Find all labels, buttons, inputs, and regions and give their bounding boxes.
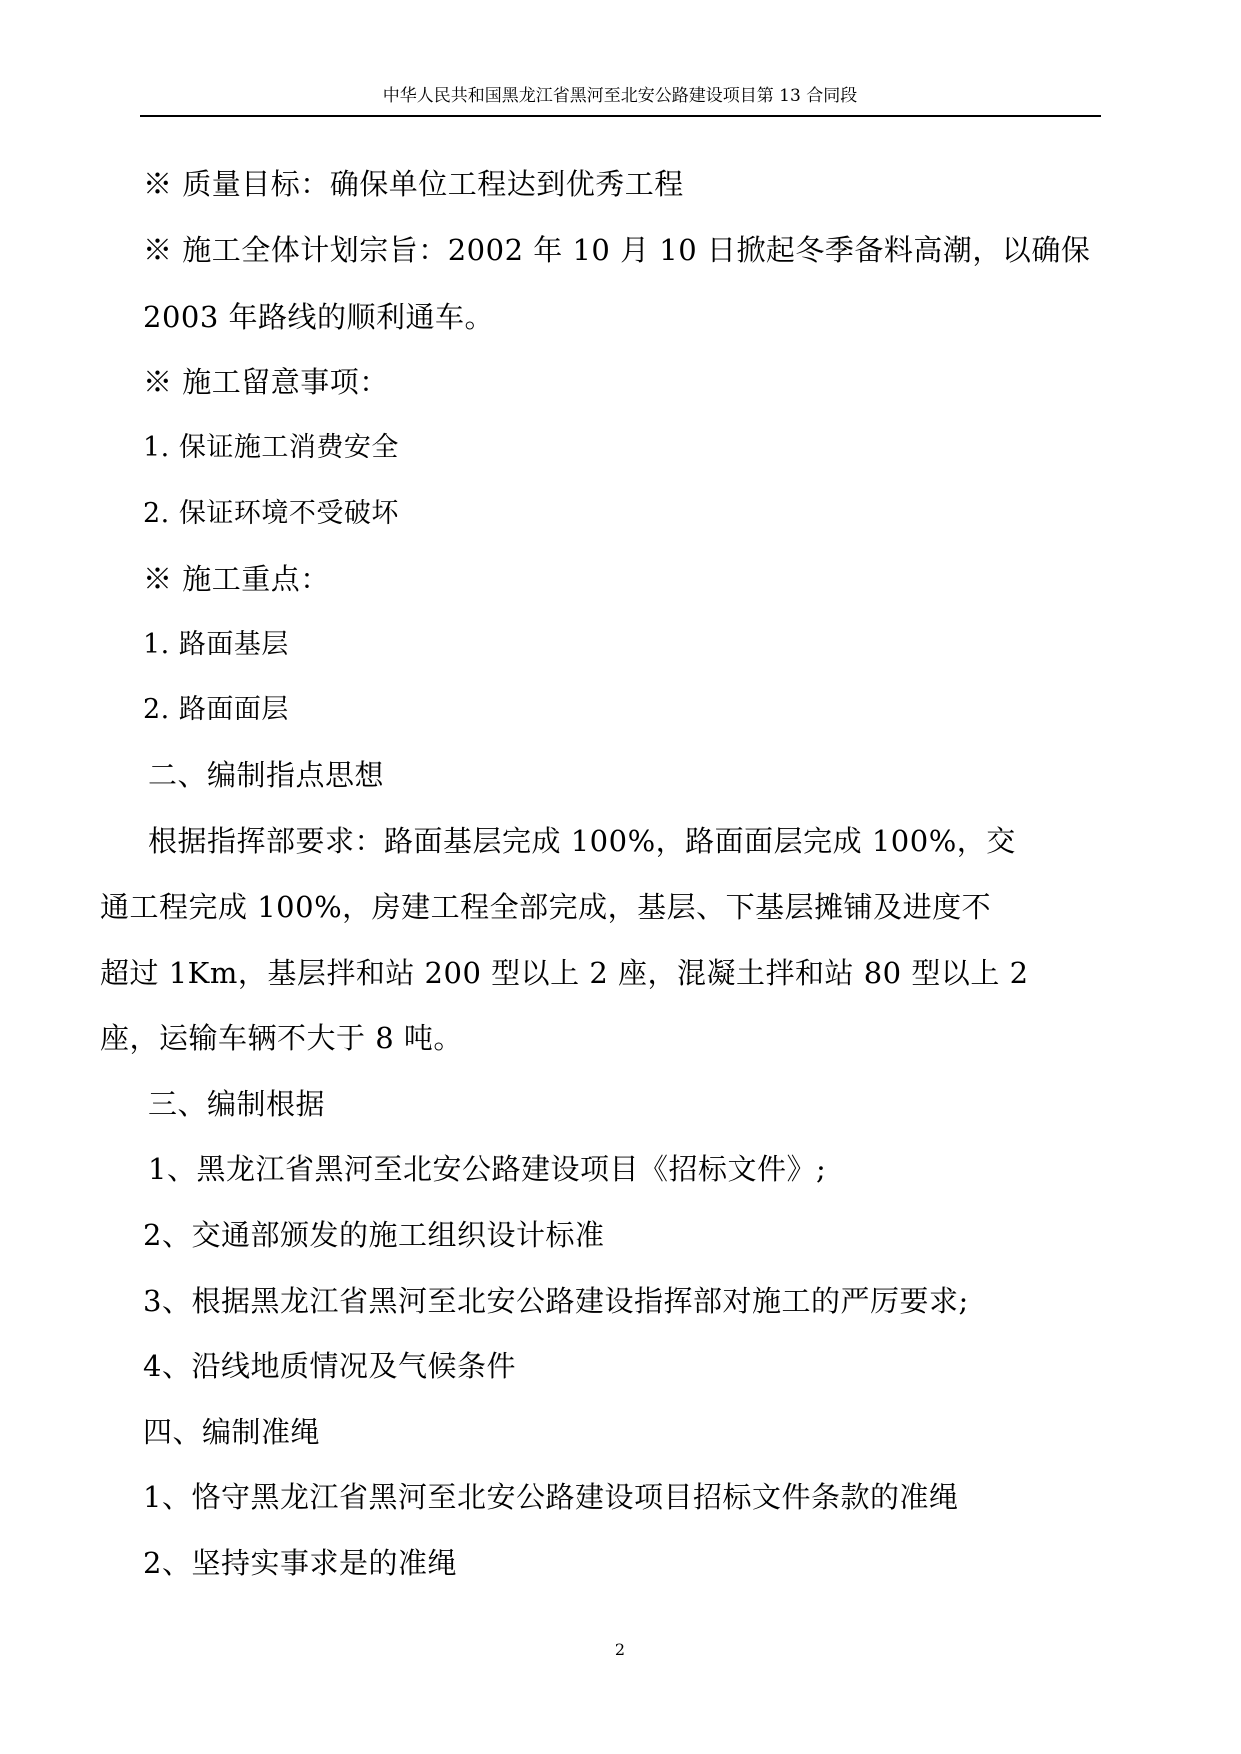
header-divider xyxy=(140,115,1101,117)
list-item: 1. 保证施工消费安全 xyxy=(143,432,399,463)
focus-heading: ※ 施工重点： xyxy=(143,562,330,596)
header-title: 中华人民共和国黑龙江省黑河至北安公路建设项目第 13 合同段 xyxy=(382,86,858,106)
list-item: 3、根据黑龙江省黑河至北安公路建设指挥部对施工的严厉要求; xyxy=(143,1284,969,1318)
construction-plan-line: ※ 施工全体计划宗旨：2002 年 10 月 10 日掀起冬季备料高潮，以确保 xyxy=(143,233,1091,267)
list-item: 1、恪守黑龙江省黑河至北安公路建设项目招标文件条款的准绳 xyxy=(143,1480,959,1514)
list-item: 1. 路面基层 xyxy=(143,629,289,660)
list-item: 2、坚持实事求是的准绳 xyxy=(143,1546,457,1580)
section-heading-three: 三、编制根据 xyxy=(148,1087,326,1121)
paragraph-line: 根据指挥部要求：路面基层完成 100%，路面面层完成 100%，交 xyxy=(148,824,1016,858)
paragraph-line: 座，运输车辆不大于 8 吨。 xyxy=(100,1021,463,1055)
list-item: 2、交通部颁发的施工组织设计标准 xyxy=(143,1218,605,1252)
paragraph-line: 超过 1Km，基层拌和站 200 型以上 2 座，混凝土拌和站 80 型以上 2 xyxy=(100,956,1029,990)
section-heading-two: 二、编制指点思想 xyxy=(148,758,385,792)
page-number: 2 xyxy=(614,1640,626,1659)
list-item: 1、黑龙江省黑河至北安公路建设项目《招标文件》; xyxy=(148,1152,827,1186)
list-item: 2. 保证环境不受破坏 xyxy=(143,498,399,529)
precautions-heading: ※ 施工留意事项： xyxy=(143,365,389,399)
quality-goal-line: ※ 质量目标：确保单位工程达到优秀工程 xyxy=(143,167,684,201)
section-heading-four: 四、编制准绳 xyxy=(143,1415,321,1449)
list-item: 2. 路面面层 xyxy=(143,694,289,725)
list-item: 4、沿线地质情况及气候条件 xyxy=(143,1349,516,1383)
construction-plan-line-cont: 2003 年路线的顺利通车。 xyxy=(143,300,495,334)
paragraph-line: 通工程完成 100%，房建工程全部完成，基层、下基层摊铺及进度不 xyxy=(100,890,992,924)
